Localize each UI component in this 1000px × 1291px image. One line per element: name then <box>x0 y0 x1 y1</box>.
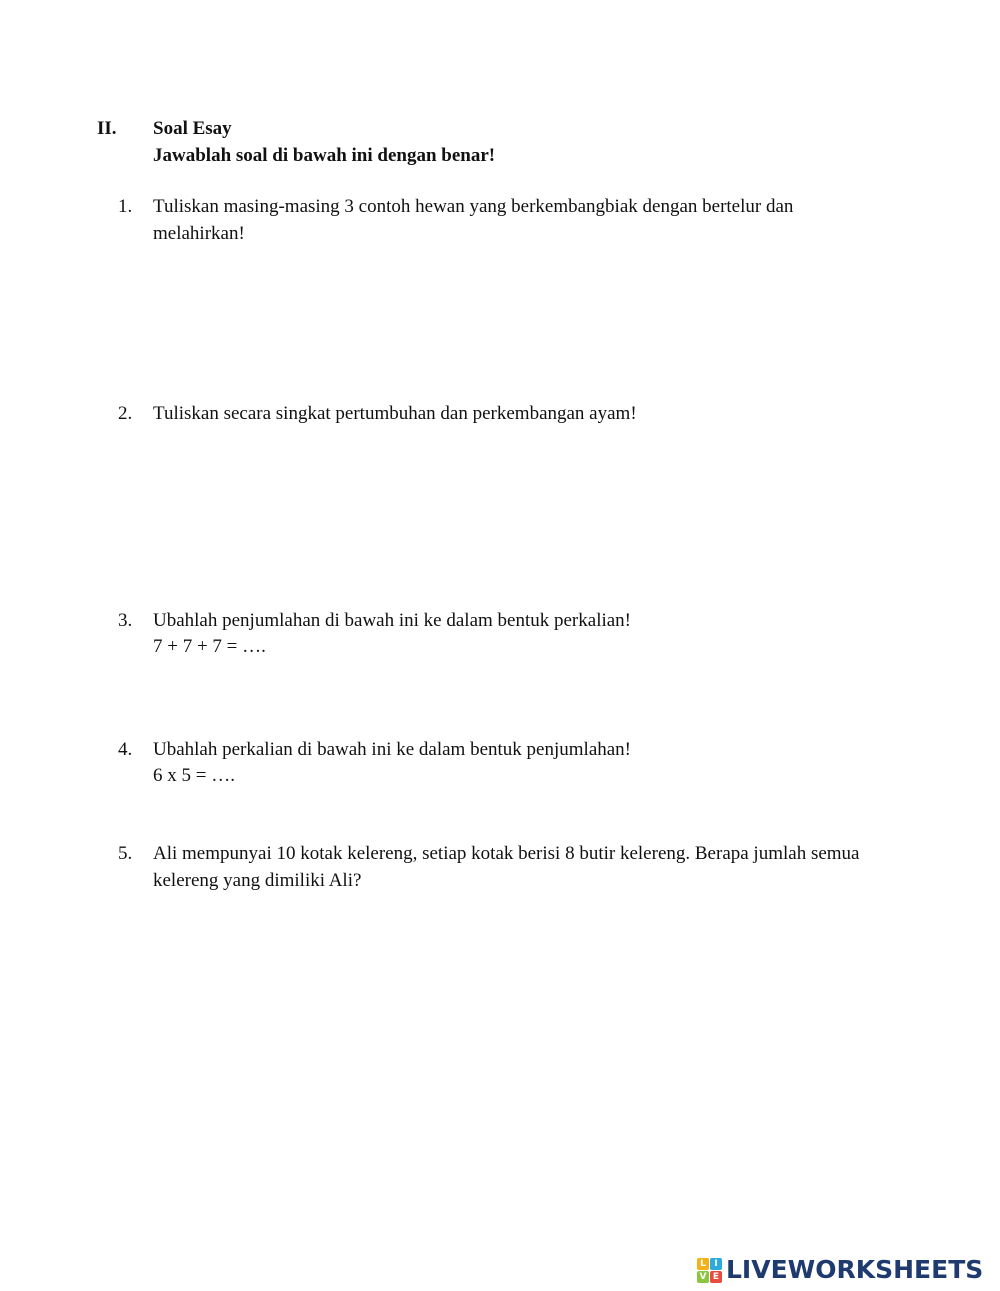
logo-mark-icon <box>697 1258 722 1283</box>
section-numeral: II. <box>97 118 117 139</box>
question-2-line-1: Tuliskan secara singkat pertumbuhan dan perkembangan ayam! <box>153 403 637 424</box>
section-title: Soal Esay <box>153 118 232 139</box>
question-3-line-1: Ubahlah penjumlahan di bawah ini ke dalam bentuk perkalian! <box>153 610 632 631</box>
question-4-number: 4. <box>118 739 133 760</box>
question-4-line-2: 6 x 5 = …. <box>153 765 235 786</box>
question-5-line-1: Ali mempunyai 10 kotak kelereng, setiap kotak berisi 8 butir kelereng. Berapa jumlah semua <box>153 843 860 864</box>
logo-mark-letter-l: L <box>697 1258 709 1270</box>
logo-mark-letter-i: I <box>710 1258 722 1270</box>
logo-mark-letter-v: V <box>697 1271 709 1283</box>
question-2-number: 2. <box>118 403 133 424</box>
section-instruction: Jawablah soal di bawah ini dengan benar! <box>153 145 496 166</box>
logo-mark-letter-e: E <box>710 1271 722 1283</box>
liveworksheets-logo <box>697 1255 983 1285</box>
question-5-number: 5. <box>118 843 133 864</box>
question-5-line-2: kelereng yang dimiliki Ali? <box>153 870 362 891</box>
question-3-line-2: 7 + 7 + 7 = …. <box>153 636 266 657</box>
logo-text: LIVEWORKSHEETS <box>726 1255 984 1284</box>
question-1-line-2: melahirkan! <box>153 223 245 244</box>
question-1-number: 1. <box>118 196 133 217</box>
question-3-number: 3. <box>118 610 133 631</box>
question-1-line-1: Tuliskan masing-masing 3 contoh hewan yang berkembangbiak dengan bertelur dan <box>153 196 794 217</box>
question-4-line-1: Ubahlah perkalian di bawah ini ke dalam bentuk penjumlahan! <box>153 739 632 760</box>
